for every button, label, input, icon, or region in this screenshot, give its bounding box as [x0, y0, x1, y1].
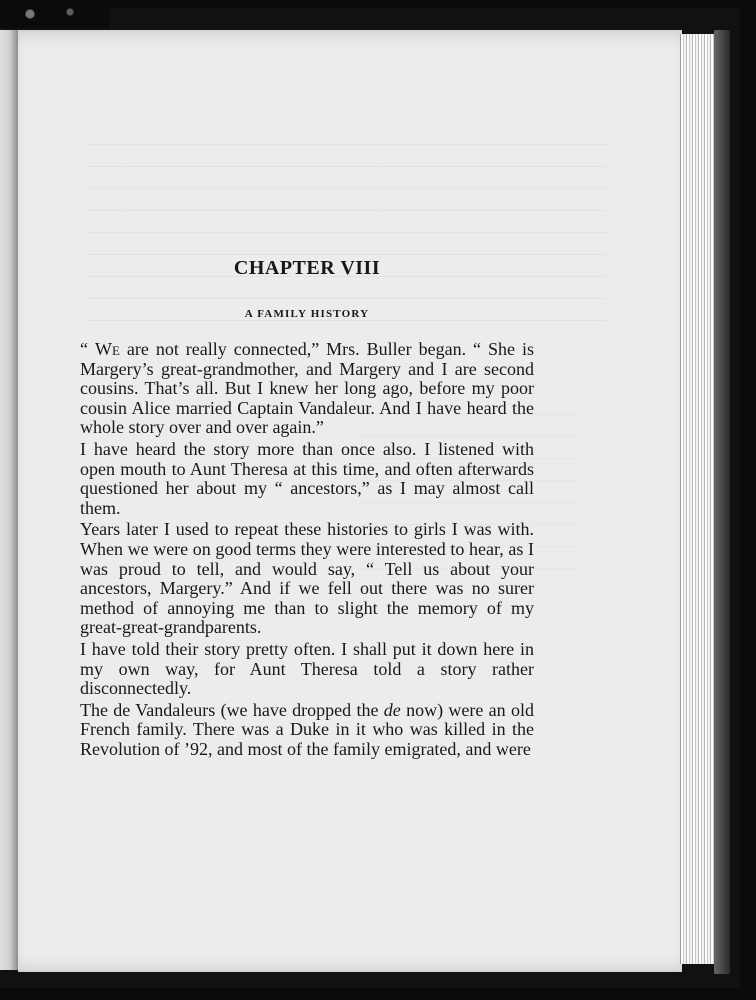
paragraph-1-text: are not really connected,” Mrs. Buller began. “ She is Margery’s great-grandmother, and Margery and I are second cousins. That’s all. But I knew her long ago, before my poor cousin Alice married Captain Vandaleur. And I have heard the whole story over and over again.” — [80, 339, 534, 438]
paragraph-3 — [80, 520, 534, 638]
book-cover-edge — [714, 30, 730, 974]
left-page-edge — [0, 30, 19, 970]
chapter-title: CHAPTER VIII — [233, 257, 381, 279]
section-title: A FAMILY HISTORY — [244, 308, 370, 320]
torn-binding-corner — [0, 0, 110, 28]
paragraph-1 — [80, 340, 534, 438]
paragraph-2-text: I have heard the story more than once also. I listened with open mouth to Aunt Theresa at this time, and often afterwards questioned her about my “ ancestors,” as I may almost call them. — [80, 438, 534, 518]
body-text — [80, 340, 534, 759]
italic-de: de — [383, 699, 401, 720]
paragraph-3-text: Years later I used to repeat these histories to girls I was with. When we were on good terms they were interested to hear, as I was proud to tell, and would say, “ Tell us about your ancestors, Margery.” And if we fell out there was no surer method of annoying me than to slight the memory of my great-great-grandparents. — [80, 519, 534, 638]
page-content — [80, 258, 534, 759]
opening-word: We — [94, 339, 120, 359]
opening-quote: “ — [80, 339, 95, 359]
paragraph-4-text: I have told their story pretty often. I shall put it down here in my own way, for Aunt Theresa told a story rather disconnectedly. — [80, 638, 534, 699]
paragraph-4 — [80, 640, 534, 699]
paragraph-5-text-before: The de Vandaleurs (we have dropped the — [80, 699, 384, 720]
paragraph-5 — [80, 701, 534, 760]
paragraph-2 — [80, 440, 534, 518]
paragraph-5-text-after: now) were an old French family. There was a Duke in it who was killed in the Revolution of ’92, and most of the family emigrated, and were — [80, 699, 534, 759]
